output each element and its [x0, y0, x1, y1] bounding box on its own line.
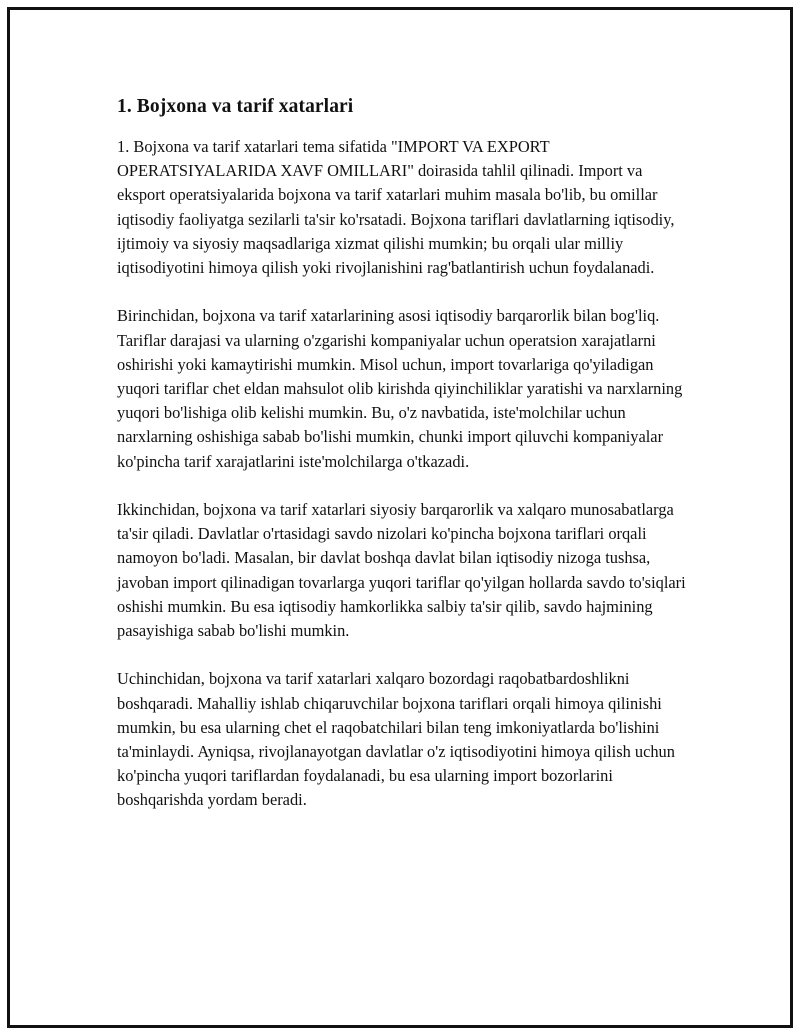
paragraph-third-point: Uchinchidan, bojxona va tarif xatarlari xalqaro bozordagi raqobatbardoshlikni boshqaradi. Mahalliy ishlab chiqaruvchilar bojxona tariflari orqali himoya qilinishi mumkin, bu esa ularning chet el raqobatchilari bilan teng imkoniyatlarda bo'lishini ta'minlaydi. Ayniqsa, rivojlanayotgan davlatlar o'z iqtisodiyotini himoya qilish uchun ko'pincha yuqori tariflardan foydalanadi, bu esa ularning import bozorlarini boshqarishda yordam beradi. — [117, 669, 675, 810]
paragraph-second-point: Ikkinchidan, bojxona va tarif xatarlari siyosiy barqarorlik va xalqaro munosabatlarga ta'sir qiladi. Davlatlar o'rtasidagi savdo nizolari ko'pincha bojxona tariflari orqali namoyon bo'ladi. Masalan, bir davlat boshqa davlat bilan iqtisodiy nizoga tushsa, javoban import qilinadigan tovarlarga yuqori tariflar qo'yilgan hollarda savdo to'siqlari oshishi mumkin. Bu esa iqtisodiy hamkorlikka salbiy ta'sir qilib, savdo hajmining pasayishiga sabab bo'lishi mumkin. — [117, 500, 686, 641]
paragraph-first-point: Birinchidan, bojxona va tarif xatarlarining asosi iqtisodiy barqarorlik bilan bog'liq. Tariflar darajasi va ularning o'zgarishi kompaniyalar uchun operatsion xarajatlarni oshirishi yoki kamaytirishi mumkin. Misol uchun, import tovarlariga qo'yiladigan yuqori tariflar chet eldan mahsulot olib kirishda qiyinchiliklar yaratishi va narxlarning yuqori bo'lishiga olib kelishi mumkin. Bu, o'z navbatida, iste'molchilar uchun narxlarning oshishiga sabab bo'lishi mumkin, chunki import qiluvchi kompaniyalar ko'pincha tarif xarajatlarini iste'molchilarga o'tkazadi. — [117, 306, 683, 471]
document-body — [117, 93, 687, 837]
section-title: 1. Bojxona va tarif xatarlari — [117, 96, 354, 117]
paragraph-intro: 1. Bojxona va tarif xatarlari tema sifatida "IMPORT VA EXPORT OPERATSIYALARIDA XAVF OMILLARI" doirasida tahlil qilinadi. Import va eksport operatsiyalarida bojxona va tarif xatarlari muhim masala bo'lib, bu omillar iqtisodiy faoliyatga sezilarli ta'sir ko'rsatadi. Bojxona tariflari davlatlarning iqtisodiy, ijtimoiy va siyosiy maqsadlariga xizmat qilishi mumkin; bu orqali ular milliy iqtisodiyotini himoya qilish yoki rivojlanishini rag'batlantirish uchun foydalanadi. — [117, 137, 675, 278]
